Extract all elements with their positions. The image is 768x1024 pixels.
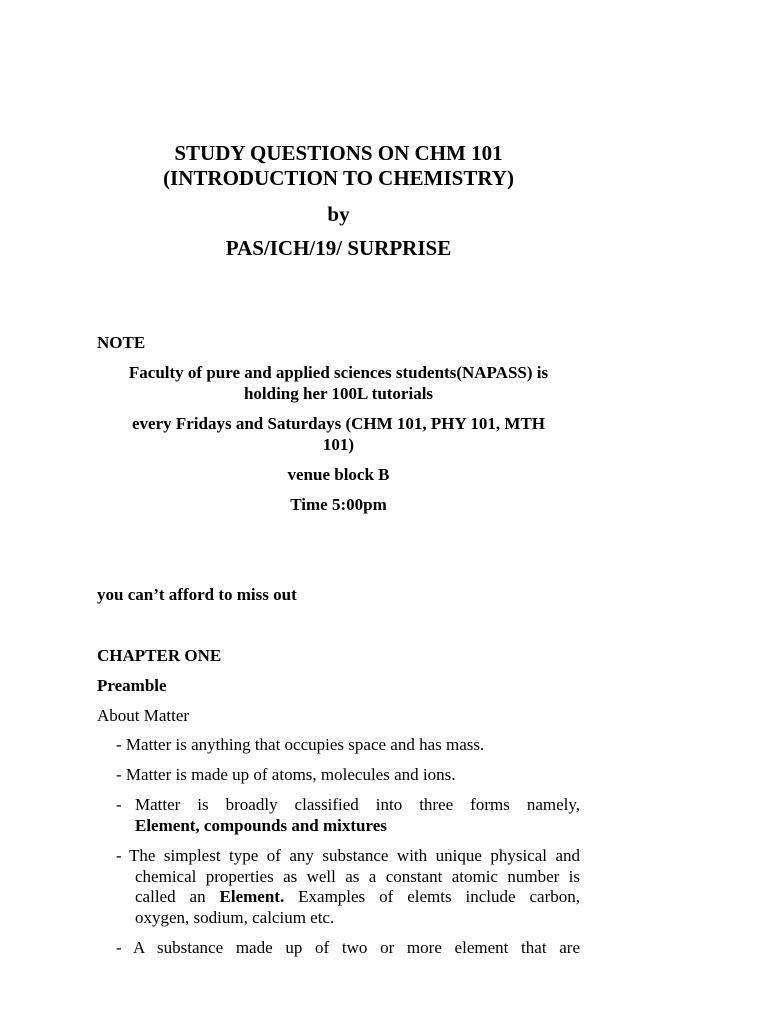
list-item-bold-text: Element.	[219, 887, 285, 906]
list-dash: -	[116, 735, 122, 754]
list-item-text: Matter is made up of atoms, molecules and ions.	[125, 765, 456, 784]
list-item-text: A substance made up of two or more element that are	[133, 938, 580, 957]
list-dash: -	[116, 938, 122, 957]
document-title-line2: (INTRODUCTION TO CHEMISTRY)	[163, 166, 514, 190]
list-item-text: called an	[135, 887, 206, 906]
list-item-text: oxygen, sodium, calcium etc.	[135, 907, 335, 927]
list-dash: -	[116, 795, 122, 814]
chapter-topic: About Matter	[97, 706, 190, 725]
list-item	[116, 735, 580, 756]
note-venue: venue block B	[287, 465, 390, 484]
note-tagline: you can’t afford to miss out	[97, 585, 297, 604]
note-line2: holding her 100L tutorials	[243, 384, 434, 403]
note-time: Time 5:00pm	[290, 495, 387, 514]
note-heading: NOTE	[97, 333, 146, 352]
chapter-subheading: Preamble	[97, 676, 167, 695]
note-line1: Faculty of pure and applied sciences students(NAPASS) is	[128, 363, 549, 382]
note-line4: 101)	[322, 435, 355, 454]
list-dash: -	[116, 765, 122, 784]
document-by: by	[327, 202, 350, 226]
chapter-heading: CHAPTER ONE	[97, 646, 222, 665]
list-dash: -	[116, 846, 122, 865]
list-item-text: Matter is broadly classified into three forms namely,	[135, 795, 580, 814]
list-item	[116, 765, 580, 786]
list-item-text: Matter is anything that occupies space and has mass.	[125, 735, 485, 754]
document-author: PAS/ICH/19/ SURPRISE	[225, 236, 452, 260]
list-item-text: chemical properties as well as a constant atomic number is	[135, 866, 580, 886]
list-item-text	[135, 887, 580, 908]
list-item-bold-text: Element, compounds and mixtures	[135, 815, 387, 835]
document-title-line1: STUDY QUESTIONS ON CHM 101	[174, 141, 503, 165]
list-item	[116, 795, 580, 836]
list-item-text: Examples of elemts include carbon,	[298, 887, 580, 906]
list-item	[116, 938, 580, 959]
note-line3: every Fridays and Saturdays (CHM 101, PHY 101, MTH	[131, 414, 546, 433]
list-item	[116, 846, 580, 928]
list-item-text: The simplest type of any substance with unique physical and	[129, 846, 580, 865]
